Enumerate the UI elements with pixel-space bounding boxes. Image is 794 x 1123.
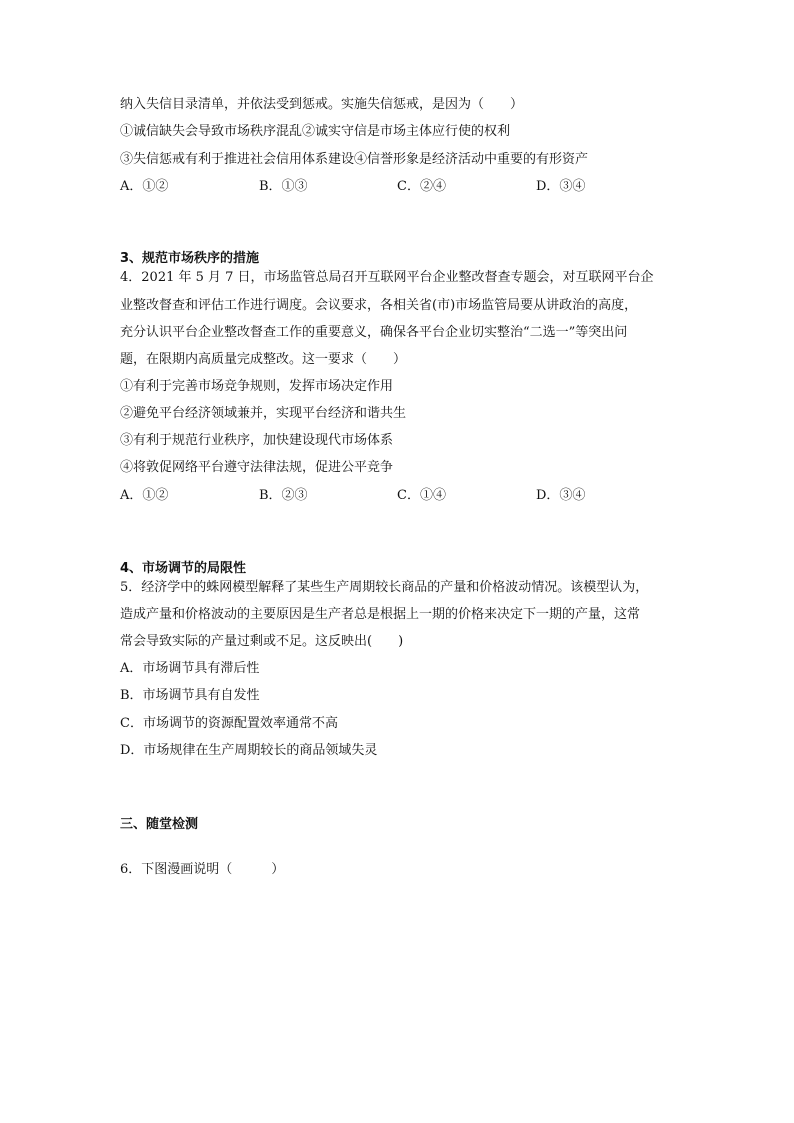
option-b: B．②③ [259, 488, 308, 503]
section-heading: 三、随堂检测 [120, 817, 199, 832]
question-stem-line: 充分认识平台企业整改督查工作的重要意义，确保各平台企业切实整治“二选一”等突出问 [120, 325, 628, 340]
option-a: A．①② [120, 179, 169, 194]
option-c: C．②④ [397, 179, 446, 194]
option-b: B．①③ [259, 179, 308, 194]
question-stem-line: 造成产量和价格波动的主要原因是生产者总是根据上一期的价格来决定下一期的产量，这常 [120, 607, 641, 622]
question-stem-line: 4．2021 年 5 月 7 日，市场监管总局召开互联网平台企业整改督查专题会，对互联网平台企 [120, 270, 654, 285]
question-stem: 纳入失信目录清单，并依法受到惩戒。实施失信惩戒，是因为（ ） [120, 97, 524, 112]
statement-item: ③有利于规范行业秩序，加快建设现代市场体系 [120, 433, 394, 448]
option-b: B．市场调节具有自发性 [120, 688, 260, 703]
statement-item: ①诚信缺失会导致市场秩序混乱②诚实守信是市场主体应行使的权利 [120, 124, 511, 139]
statement-item: ①有利于完善市场竞争规则，发挥市场决定作用 [120, 379, 394, 394]
section-heading: 3、规范市场秩序的措施 [120, 251, 260, 266]
question-stem-line: 5．经济学中的蛛网模型解释了某些生产周期较长商品的产量和价格波动情况。该模型认为， [120, 580, 649, 595]
question-stem-line: 题，在限期内高质量完成整改。这一要求（ ） [120, 352, 407, 367]
option-c: C．①④ [397, 488, 446, 503]
option-a: A．①② [120, 488, 169, 503]
question-stem: 6．下图漫画说明（ ） [120, 862, 285, 877]
option-d: D．市场规律在生产周期较长的商品领域失灵 [120, 743, 378, 758]
question-stem-line: 业整改督查和评估工作进行调度。会议要求，各相关省(市)市场监管局要从讲政治的高度， [120, 298, 638, 313]
section-heading: 4、市场调节的局限性 [120, 561, 247, 576]
statement-item: ②避免平台经济领域兼并，实现平台经济和谐共生 [120, 406, 407, 421]
option-a: A．市场调节具有滞后性 [120, 661, 260, 676]
question-stem-line: 常会导致实际的产量过剩或不足。这反映出( ) [120, 634, 404, 649]
statement-item: ④将敦促网络平台遵守法律法规，促进公平竞争 [120, 460, 394, 475]
statement-item: ③失信惩戒有利于推进社会信用体系建设④信誉形象是经济活动中重要的有形资产 [120, 152, 589, 167]
option-d: D．③④ [536, 179, 586, 194]
option-d: D．③④ [536, 488, 586, 503]
option-c: C．市场调节的资源配置效率通常不高 [120, 716, 338, 731]
